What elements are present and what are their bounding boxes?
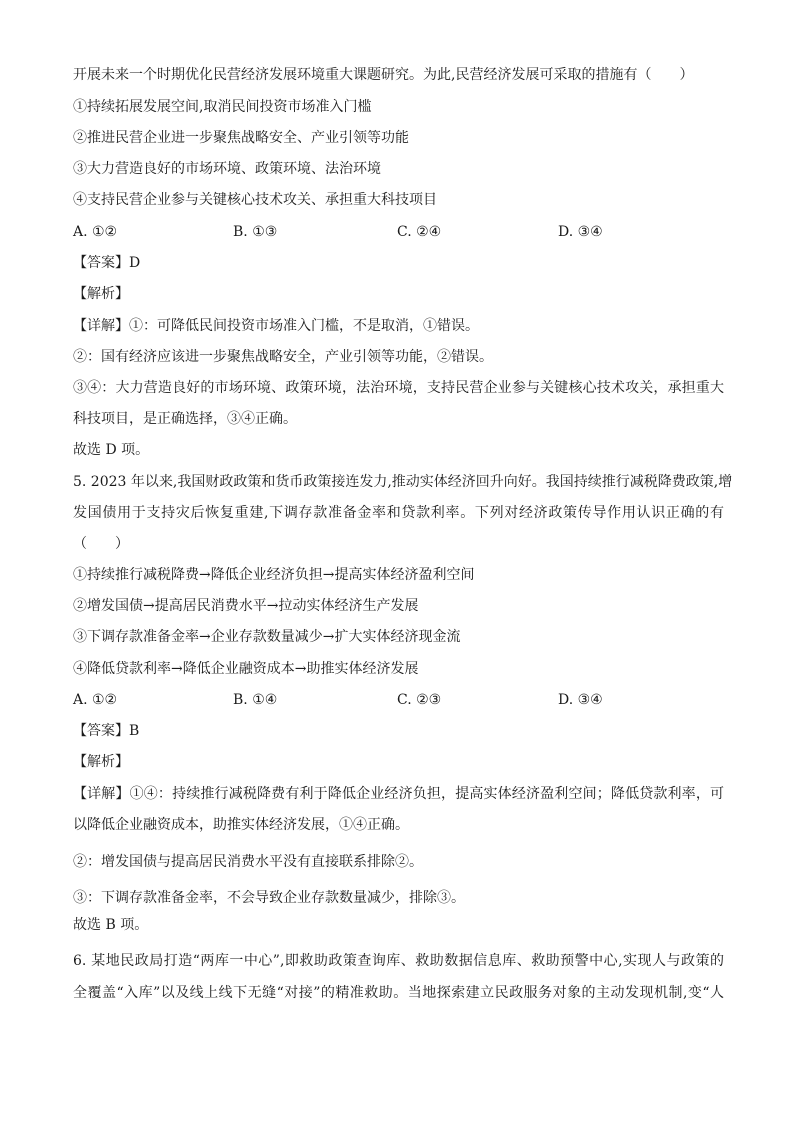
- q5-item-3: ③下调存款准备金率→企业存款数量减少→扩大实体经济现金流: [73, 629, 461, 645]
- q4-item-4: ④支持民营企业参与关键核心技术攻关、承担重大科技项目: [73, 192, 437, 208]
- q4-item-2: ②推进民营企业进一步聚焦战略安全、产业引领等功能: [73, 130, 409, 146]
- q4-detail-3: ③④：大力营造良好的市场环境、政策环境，法治环境，支持民营企业参与关键核心技术攻关，承担重大: [73, 380, 724, 396]
- q5-analysis-label: 【解析】: [73, 754, 129, 770]
- q5-detail-4: ③：下调存款准备金率，不会导致企业存款数量减少，排除③。: [73, 890, 465, 906]
- q4-detail-2: ②：国有经济应该进一步聚焦战略安全，产业引领等功能，②错误。: [73, 349, 493, 365]
- q4-item-1: ①持续拓展发展空间,取消民间投资市场准入门槛: [73, 99, 372, 115]
- q5-option-d: D. ③④: [558, 692, 603, 708]
- q4-option-b: B. ①③: [233, 224, 278, 240]
- q5-stem-line-1: 5. 2023 年以来,我国财政政策和货币政策接连发力,推动实体经济回升向好。我国持续推行减税降费政策,增: [73, 474, 733, 490]
- q4-answer: 【答案】D: [73, 255, 141, 271]
- q5-stem-line-2: 发国债用于支持灾后恢复重建,下调存款准备金率和贷款利率。下列对经济政策传导作用认识正确的有: [73, 505, 724, 521]
- q4-detail-1: 【详解】①：可降低民间投资市场准入门槛，不是取消，①错误。: [73, 318, 479, 334]
- q4-option-a: A. ①②: [73, 224, 118, 240]
- q4-options: [73, 222, 724, 242]
- q6-stem-line-1: 6. 某地民政局打造“两库一中心”,即救助政策查询库、救助数据信息库、救助预警中心,实现人与政策的: [73, 953, 724, 969]
- q4-detail-4: 科技项目，是正确选择，③④正确。: [73, 411, 297, 427]
- q4-option-c: C. ②④: [397, 224, 442, 240]
- q5-item-2: ②增发国债→提高居民消费水平→拉动实体经济生产发展: [73, 598, 419, 614]
- q5-stem-line-3: （ ）: [73, 536, 129, 552]
- q4-conclusion: 故选 D 项。: [73, 442, 150, 458]
- q5-detail-1: 【详解】①④：持续推行减税降费有利于降低企业经济负担，提高实体经济盈利空间；降低贷款利率，可: [73, 786, 724, 802]
- q5-option-a: A. ①②: [73, 692, 118, 708]
- q5-answer: 【答案】B: [73, 723, 140, 739]
- q4-analysis-label: 【解析】: [73, 286, 129, 302]
- q4-stem: 开展未来一个时期优化民营经济发展环境重大课题研究。为此,民营经济发展可采取的措施有（ ）: [73, 67, 694, 83]
- q4-option-d: D. ③④: [558, 224, 603, 240]
- q4-item-3: ③大力营造良好的市场环境、政策环境、法治环境: [73, 161, 381, 177]
- q6-stem-line-2: 全覆盖“入库”以及线上线下无缝“对接”的精准救助。当地探索建立民政服务对象的主动发现机制,变“人: [73, 985, 724, 1001]
- q5-detail-3: ②：增发国债与提高居民消费水平没有直接联系排除②。: [73, 854, 423, 870]
- q5-options: [73, 690, 724, 710]
- q5-item-4: ④降低贷款利率→降低企业融资成本→助推实体经济发展: [73, 661, 419, 677]
- q5-detail-2: 以降低企业融资成本，助推实体经济发展，①④正确。: [73, 817, 409, 833]
- q5-conclusion: 故选 B 项。: [73, 917, 149, 933]
- q5-option-c: C. ②③: [397, 692, 442, 708]
- q5-item-1: ①持续推行减税降费→降低企业经济负担→提高实体经济盈利空间: [73, 567, 475, 583]
- q5-option-b: B. ①④: [233, 692, 278, 708]
